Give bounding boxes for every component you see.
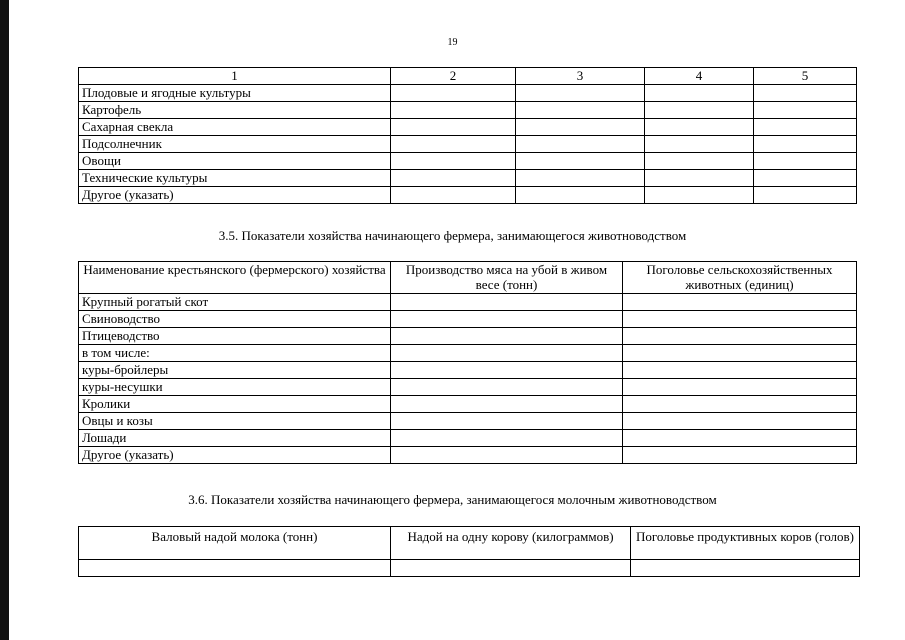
table-row <box>79 447 857 464</box>
page-number: 19 <box>447 37 458 48</box>
empty-cell <box>516 85 645 102</box>
empty-cell <box>623 379 857 396</box>
row-label: Сахарная свекла <box>79 119 391 136</box>
empty-cell <box>516 136 645 153</box>
row-label: куры-несушки <box>79 379 391 396</box>
empty-cell <box>623 430 857 447</box>
empty-cell <box>391 379 623 396</box>
row-label: в том числе: <box>79 345 391 362</box>
row-label: Подсолнечник <box>79 136 391 153</box>
table-row <box>79 362 857 379</box>
row-label: Другое (указать) <box>79 447 391 464</box>
row-label: Овощи <box>79 153 391 170</box>
empty-cell <box>623 362 857 379</box>
scan-left-edge <box>0 0 9 640</box>
table-row <box>79 560 860 577</box>
table-row <box>79 153 857 170</box>
row-label: Лошади <box>79 430 391 447</box>
table-row <box>79 345 857 362</box>
table-row <box>79 136 857 153</box>
row-label: куры-бройлеры <box>79 362 391 379</box>
column-header: Поголовье сельскохозяйственных животных (единиц) <box>623 262 857 294</box>
empty-cell <box>754 136 857 153</box>
row-label: Кролики <box>79 396 391 413</box>
column-header: Производство мяса на убой в живом весе (тонн) <box>391 262 623 294</box>
empty-cell <box>645 187 754 204</box>
column-header: Наименование крестьянского (фермерского) хозяйства <box>79 262 391 294</box>
empty-cell <box>391 430 623 447</box>
table-row <box>79 102 857 119</box>
empty-cell <box>623 413 857 430</box>
row-label: Птицеводство <box>79 328 391 345</box>
empty-cell <box>623 294 857 311</box>
table-row <box>79 430 857 447</box>
column-header: Поголовье продуктивных коров (голов) <box>631 527 860 560</box>
empty-cell <box>391 136 516 153</box>
empty-cell <box>516 170 645 187</box>
column-header: 3 <box>516 68 645 85</box>
empty-cell <box>516 187 645 204</box>
empty-cell <box>754 102 857 119</box>
table-row <box>79 294 857 311</box>
empty-cell <box>391 119 516 136</box>
empty-cell <box>623 328 857 345</box>
empty-cell <box>391 560 631 577</box>
empty-cell <box>516 153 645 170</box>
table-row <box>79 170 857 187</box>
empty-cell <box>391 328 623 345</box>
empty-cell <box>623 311 857 328</box>
table-row <box>79 311 857 328</box>
row-label: Другое (указать) <box>79 187 391 204</box>
empty-cell <box>645 170 754 187</box>
empty-cell <box>79 560 391 577</box>
column-header: 4 <box>645 68 754 85</box>
table-header-row <box>79 68 857 85</box>
table-row <box>79 413 857 430</box>
empty-cell <box>391 311 623 328</box>
column-header: 5 <box>754 68 857 85</box>
table-row <box>79 396 857 413</box>
empty-cell <box>516 119 645 136</box>
empty-cell <box>754 170 857 187</box>
crops-table <box>78 67 857 204</box>
empty-cell <box>754 187 857 204</box>
empty-cell <box>645 102 754 119</box>
empty-cell <box>391 447 623 464</box>
empty-cell <box>645 119 754 136</box>
row-label: Свиноводство <box>79 311 391 328</box>
empty-cell <box>391 294 623 311</box>
empty-cell <box>391 102 516 119</box>
empty-cell <box>391 187 516 204</box>
empty-cell <box>391 170 516 187</box>
empty-cell <box>754 153 857 170</box>
table-row <box>79 379 857 396</box>
empty-cell <box>623 396 857 413</box>
empty-cell <box>391 396 623 413</box>
table-row <box>79 119 857 136</box>
empty-cell <box>391 153 516 170</box>
row-label: Овцы и козы <box>79 413 391 430</box>
row-label: Картофель <box>79 102 391 119</box>
livestock-table <box>78 261 857 464</box>
row-label: Крупный рогатый скот <box>79 294 391 311</box>
empty-cell <box>391 362 623 379</box>
empty-cell <box>391 345 623 362</box>
empty-cell <box>645 153 754 170</box>
row-label: Технические культуры <box>79 170 391 187</box>
section-3-5-title: 3.5. Показатели хозяйства начинающего фермера, занимающегося животноводством <box>218 228 687 243</box>
empty-cell <box>754 119 857 136</box>
table-header-row <box>79 527 860 560</box>
dairy-table <box>78 526 860 577</box>
empty-cell <box>516 102 645 119</box>
table-row <box>79 187 857 204</box>
empty-cell <box>645 136 754 153</box>
empty-cell <box>623 345 857 362</box>
column-header: 2 <box>391 68 516 85</box>
column-header: Надой на одну корову (килограммов) <box>391 527 631 560</box>
row-label: Плодовые и ягодные культуры <box>79 85 391 102</box>
empty-cell <box>391 85 516 102</box>
column-header: Валовый надой молока (тонн) <box>79 527 391 560</box>
table-header-row <box>79 262 857 294</box>
column-header: 1 <box>79 68 391 85</box>
empty-cell <box>631 560 860 577</box>
empty-cell <box>645 85 754 102</box>
table-row <box>79 85 857 102</box>
empty-cell <box>754 85 857 102</box>
section-3-6-title: 3.6. Показатели хозяйства начинающего фермера, занимающегося молочным животноводством <box>188 492 717 507</box>
table-row <box>79 328 857 345</box>
empty-cell <box>623 447 857 464</box>
empty-cell <box>391 413 623 430</box>
